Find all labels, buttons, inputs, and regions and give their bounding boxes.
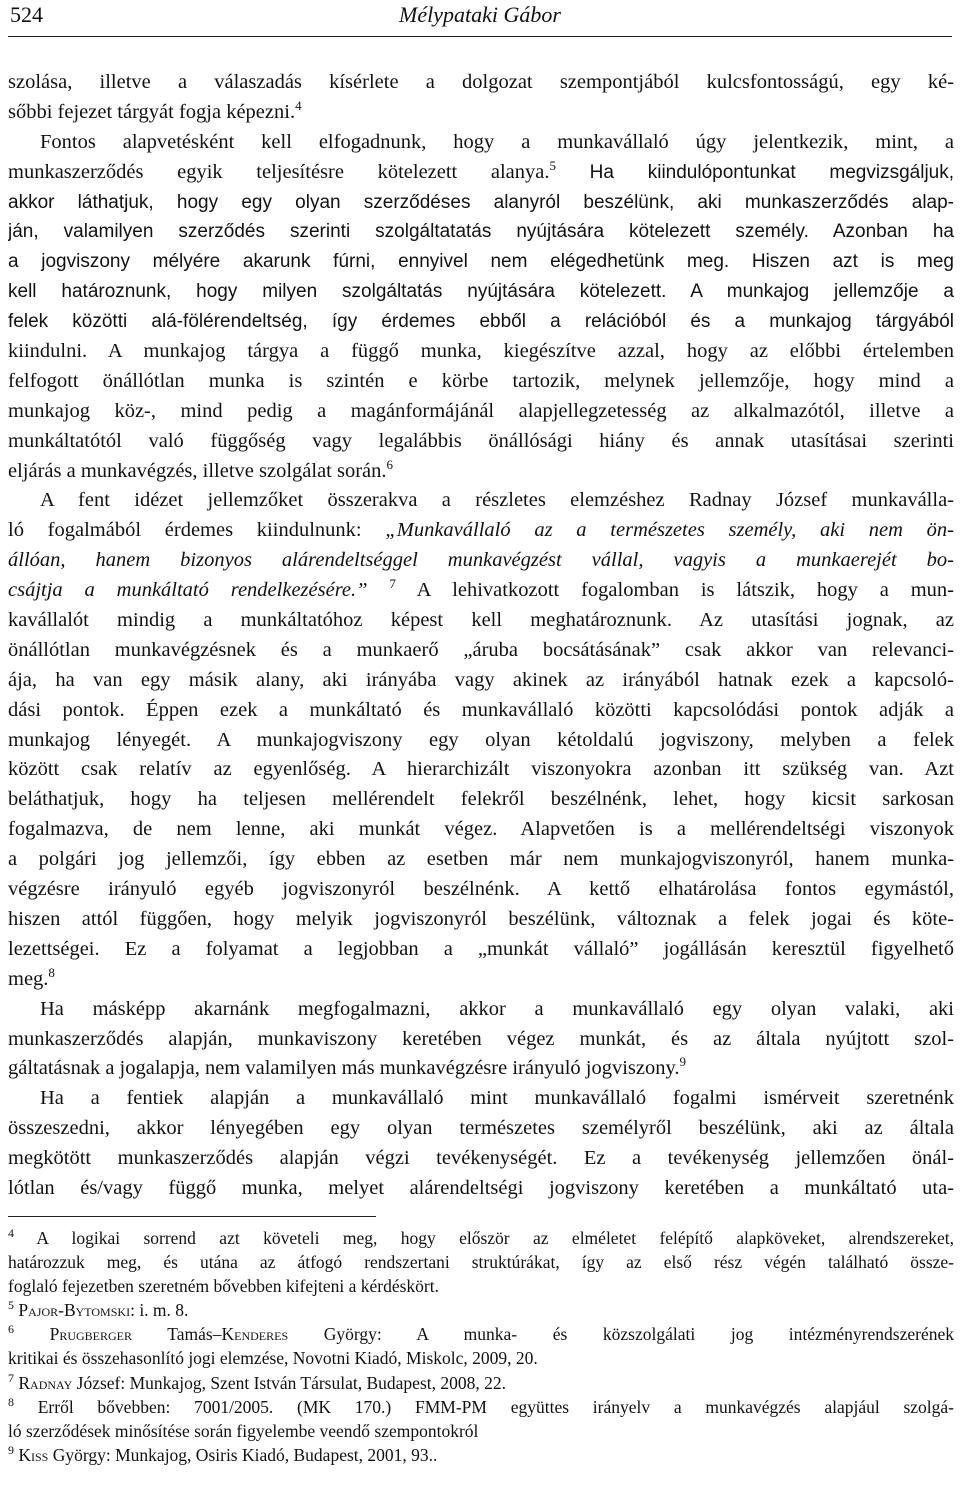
text: megkötött munkaszerződés alapján végzi tevékenységét. Ez a tevékenység jellemzően önál- bbox=[8, 1147, 954, 1170]
author-name: Prugberger bbox=[14, 1324, 133, 1345]
page-number: 524 bbox=[10, 2, 43, 27]
header-rule bbox=[8, 36, 952, 37]
footnote-number: 8 bbox=[8, 1394, 14, 1409]
footnote-number: 5 bbox=[8, 1298, 14, 1313]
text: munkaszerződés egyik teljesítésre kötelezett alanya. bbox=[8, 160, 550, 183]
text-line bbox=[8, 367, 954, 397]
text: önállótlan munkavégzésnek és a munkaerő „áruba bocsátásának” csak akkor van relevanci- bbox=[8, 638, 954, 661]
footnote-text: : i. m. 8. bbox=[130, 1300, 189, 1321]
text-line bbox=[8, 546, 954, 576]
text-line bbox=[8, 726, 954, 756]
text: összeszedni, akkor lényegében egy olyan természetes személyről beszélünk, aki az általa bbox=[8, 1117, 954, 1140]
text-line bbox=[8, 337, 954, 367]
footnote-text: György: A munka- és közszolgálati jog intézményrendszerének bbox=[288, 1324, 954, 1345]
quote-text: „Munkavállaló az a természetes személy, aki nem ön- bbox=[385, 519, 954, 542]
text: a polgári jog jellemzői, így ebben az esetben már nem munkajogviszonyról, hanem munka- bbox=[8, 848, 954, 871]
text: gáltatásnak a jogalapja, nem valamilyen más munkavégzésre irányuló jogviszony. bbox=[8, 1057, 680, 1080]
text-line bbox=[8, 785, 954, 815]
text: kiindulni. A munkajog tárgya a függő munka, kiegészítve azzal, hogy az előbbi értelemben bbox=[8, 340, 954, 363]
page-header bbox=[0, 0, 960, 36]
text-line bbox=[8, 486, 954, 516]
text-line bbox=[8, 457, 954, 487]
footnote-text: kritikai és összehasonlító jogi elemzése, Novotni Kiadó, Miskolc, 2009, 20. bbox=[8, 1348, 538, 1369]
text-line bbox=[8, 696, 954, 726]
text-line bbox=[8, 755, 954, 785]
footnote-number: 4 bbox=[8, 1226, 14, 1240]
footnote-number: 7 bbox=[8, 1370, 14, 1385]
text-line bbox=[8, 1084, 954, 1114]
text: ján, valamilyen szerződés szerinti szolgáltatatás nyújtására kötelezett személy. Azonban ha bbox=[8, 221, 954, 243]
footnote-text: foglaló fejezetben szeretném bővebben kifejteni a kérdéskört. bbox=[8, 1276, 439, 1297]
text: sőbbi fejezet tárgyát fogja képezni. bbox=[8, 100, 296, 123]
footnote-line bbox=[8, 1274, 954, 1298]
text-line bbox=[8, 397, 954, 427]
footnote-rule bbox=[8, 1216, 376, 1217]
text-line bbox=[8, 68, 954, 98]
text: Ha másképp akarnánk megfogalmazni, akkor a munkavállaló egy olyan valaki, aki bbox=[40, 997, 954, 1020]
text-line bbox=[8, 217, 954, 247]
footnote-text: Erről bővebben: 7001/2005. (MK 170.) FMM-PM együttes irányelv a munkavégzés alapjául szolgá- bbox=[14, 1396, 954, 1417]
text-line bbox=[8, 636, 954, 666]
text-line bbox=[8, 875, 954, 905]
text-line bbox=[8, 98, 954, 128]
footnote-line bbox=[8, 1419, 954, 1443]
footnote-line bbox=[8, 1250, 954, 1274]
footnote-number: 6 bbox=[8, 1322, 14, 1337]
author-name: Kenderes bbox=[221, 1324, 289, 1345]
text: dási pontok. Éppen ezek a munkáltató és munkavállaló közötti kapcsolódási pontok adják a bbox=[8, 698, 954, 721]
text: akkor láthatjuk, hogy egy olyan szerződéses alanyról beszélünk, aki munkaszerződés alap- bbox=[8, 191, 954, 213]
text-line bbox=[8, 307, 954, 337]
footnote-9 bbox=[8, 1443, 954, 1467]
text-line bbox=[8, 1174, 954, 1204]
text-line bbox=[8, 606, 954, 636]
author-name: Pajor-Bytomski bbox=[14, 1300, 131, 1321]
text: kell határoznunk, hogy milyen szolgáltatás nyújtására kötelezett. A munkajog jellemzője a bbox=[8, 281, 954, 303]
text: lótlan és/vagy függő munka, melyet alárendeltségi jogviszony keretében a munkáltató uta- bbox=[8, 1176, 954, 1199]
footnote-line bbox=[8, 1346, 954, 1370]
running-head: Mélypataki Gábor bbox=[399, 2, 561, 27]
footnote-text: A logikai sorrend azt követeli meg, hogy először az elméletet felépítő alapköveket, alrendszereket, bbox=[14, 1228, 954, 1248]
author-name: Radnay bbox=[14, 1372, 73, 1393]
text-line bbox=[8, 1054, 954, 1084]
text: A fent idézet jellemzőket összerakva a részletes elemzéshez Radnay József munkaválla- bbox=[40, 489, 954, 512]
text: A lehivatkozott fogalomban is látszik, hogy a mun- bbox=[395, 579, 954, 602]
text: munkajog köz-, mind pedig a magánformájánál alapjellegzetesség az alkalmazótól, illetve a bbox=[8, 399, 954, 422]
text-line bbox=[8, 935, 954, 965]
footnote-ref[interactable]: 6 bbox=[386, 456, 394, 472]
body-text bbox=[8, 68, 954, 1204]
text: végzésre irányuló egyéb jogviszonyról beszélnénk. A kettő elhatárolása fontos egymástól, bbox=[8, 878, 954, 901]
text: ája, ha van egy másik alany, aki irányába vagy akinek az irányából hatnak ezek a kapcsoló- bbox=[8, 668, 954, 691]
text: meg. bbox=[8, 967, 49, 990]
text-line bbox=[8, 576, 954, 606]
text-line bbox=[8, 965, 954, 995]
text-line bbox=[8, 1025, 954, 1055]
text: felek közötti alá-fölérendeltség, így érdemes ebből a relációból és a munkajog tárgyából bbox=[8, 311, 954, 333]
text-line bbox=[8, 128, 954, 158]
text: kavállalót mindig a munkáltatóhoz képest kell meghatároznunk. Az utasítási jognak, az bbox=[8, 609, 954, 632]
text-line bbox=[8, 845, 954, 875]
text-line bbox=[8, 815, 954, 845]
quote-text: csájtja a munkáltató rendelkezésére.” bbox=[8, 579, 368, 602]
author-name: Kiss bbox=[14, 1444, 49, 1465]
footnote-text: határozzuk meg, és utána az átfogó rendszertani struktúrákat, így az első rész végén található össze- bbox=[8, 1252, 954, 1273]
text: munkajog lényegét. A munkajogviszony egy olyan kétoldalú jogviszony, melyben a felek bbox=[8, 728, 954, 751]
footnote-ref[interactable]: 8 bbox=[48, 964, 55, 980]
text: között csak relatív az egyenlőség. A hierarchizált viszonyokra azonban itt szükség van. Azt bbox=[8, 758, 954, 781]
text: a jogviszony mélyére akarunk fúrni, ennyivel nem elégedhetünk meg. Hiszen azt is meg bbox=[8, 251, 954, 273]
footnote-ref[interactable]: 4 bbox=[295, 97, 302, 113]
footnote-text: József: Munkajog, Szent István Társulat, Budapest, 2008, 22. bbox=[72, 1372, 506, 1393]
footnote-7 bbox=[8, 1371, 954, 1395]
text: lezettségei. Ez a folyamat a legjobban a „munkát vállaló” jogállásán keresztül figyelhető bbox=[8, 937, 954, 960]
text: ló fogalmából érdemes kiindulnunk: bbox=[8, 519, 386, 542]
footnote-text: ló szerződések minősítése során figyelembe veendő szempontokról bbox=[8, 1420, 479, 1441]
footnote-5 bbox=[8, 1298, 954, 1322]
text-line bbox=[8, 188, 954, 218]
text-line bbox=[8, 666, 954, 696]
text: hiszen attól függően, hogy melyik jogviszonyról beszélünk, változnak a felek jogai és köte- bbox=[8, 907, 954, 930]
footnote-6 bbox=[8, 1322, 954, 1346]
text-line bbox=[8, 277, 954, 307]
footnote-number: 9 bbox=[8, 1442, 14, 1457]
footnote-8 bbox=[8, 1395, 954, 1419]
text-line bbox=[8, 905, 954, 935]
text-line bbox=[8, 247, 954, 277]
text: munkaszerződés alapján, munkaviszony keretében végez munkát, és az általa nyújtott szol- bbox=[8, 1027, 954, 1050]
text: Ha kiindulópontunkat megvizsgáljuk, bbox=[589, 161, 954, 183]
footnote-ref[interactable]: 9 bbox=[679, 1054, 687, 1070]
text: szolása, illetve a válaszadás kísérlete a dolgozat szempontjából kulcsfontosságú, egy ké- bbox=[8, 71, 954, 93]
text: eljárás a munkavégzés, illetve szolgálat során. bbox=[8, 459, 387, 482]
footnote-ref[interactable]: 7 bbox=[389, 576, 396, 592]
text: Ha a fentiek alapján a munkavállaló mint munkavállaló fogalmi ismérveit szeretnénk bbox=[40, 1087, 954, 1110]
footnote-text: Tamás– bbox=[132, 1324, 222, 1345]
text: felfogott önállótlan munka is szintén e körbe tartozik, melynek jellemzője, hogy mind a bbox=[8, 369, 954, 392]
text: fogalmazva, de nem lenne, aki munkát végez. Alapvetően is a mellérendeltségi viszonyok bbox=[8, 818, 954, 841]
footnotes bbox=[8, 1226, 954, 1467]
text: beláthatjuk, hogy ha teljesen mellérendelt felekről beszélnénk, lehet, hogy kicsit sarkosan bbox=[8, 788, 954, 811]
footnote-4 bbox=[8, 1226, 954, 1250]
text-line bbox=[8, 1144, 954, 1174]
footnote-ref[interactable]: 5 bbox=[549, 157, 557, 173]
text-line bbox=[8, 995, 954, 1025]
text-line bbox=[8, 427, 954, 457]
text: munkáltatótól való függőség vagy legalábbis önállósági hiány és annak utasításai szerinti bbox=[8, 429, 954, 452]
text: Fontos alapvetésként kell elfogadnunk, hogy a munkavállaló úgy jelentkezik, mint, a bbox=[40, 130, 954, 153]
footnote-text: György: Munkajog, Osiris Kiadó, Budapest, 2001, 93.. bbox=[48, 1444, 438, 1465]
text-line bbox=[8, 516, 954, 546]
text-line bbox=[8, 158, 954, 188]
text-line bbox=[8, 1114, 954, 1144]
quote-text: állóan, hanem bizonyos alárendeltséggel munkavégzést vállal, vagyis a munkaerejét bo- bbox=[8, 549, 954, 572]
